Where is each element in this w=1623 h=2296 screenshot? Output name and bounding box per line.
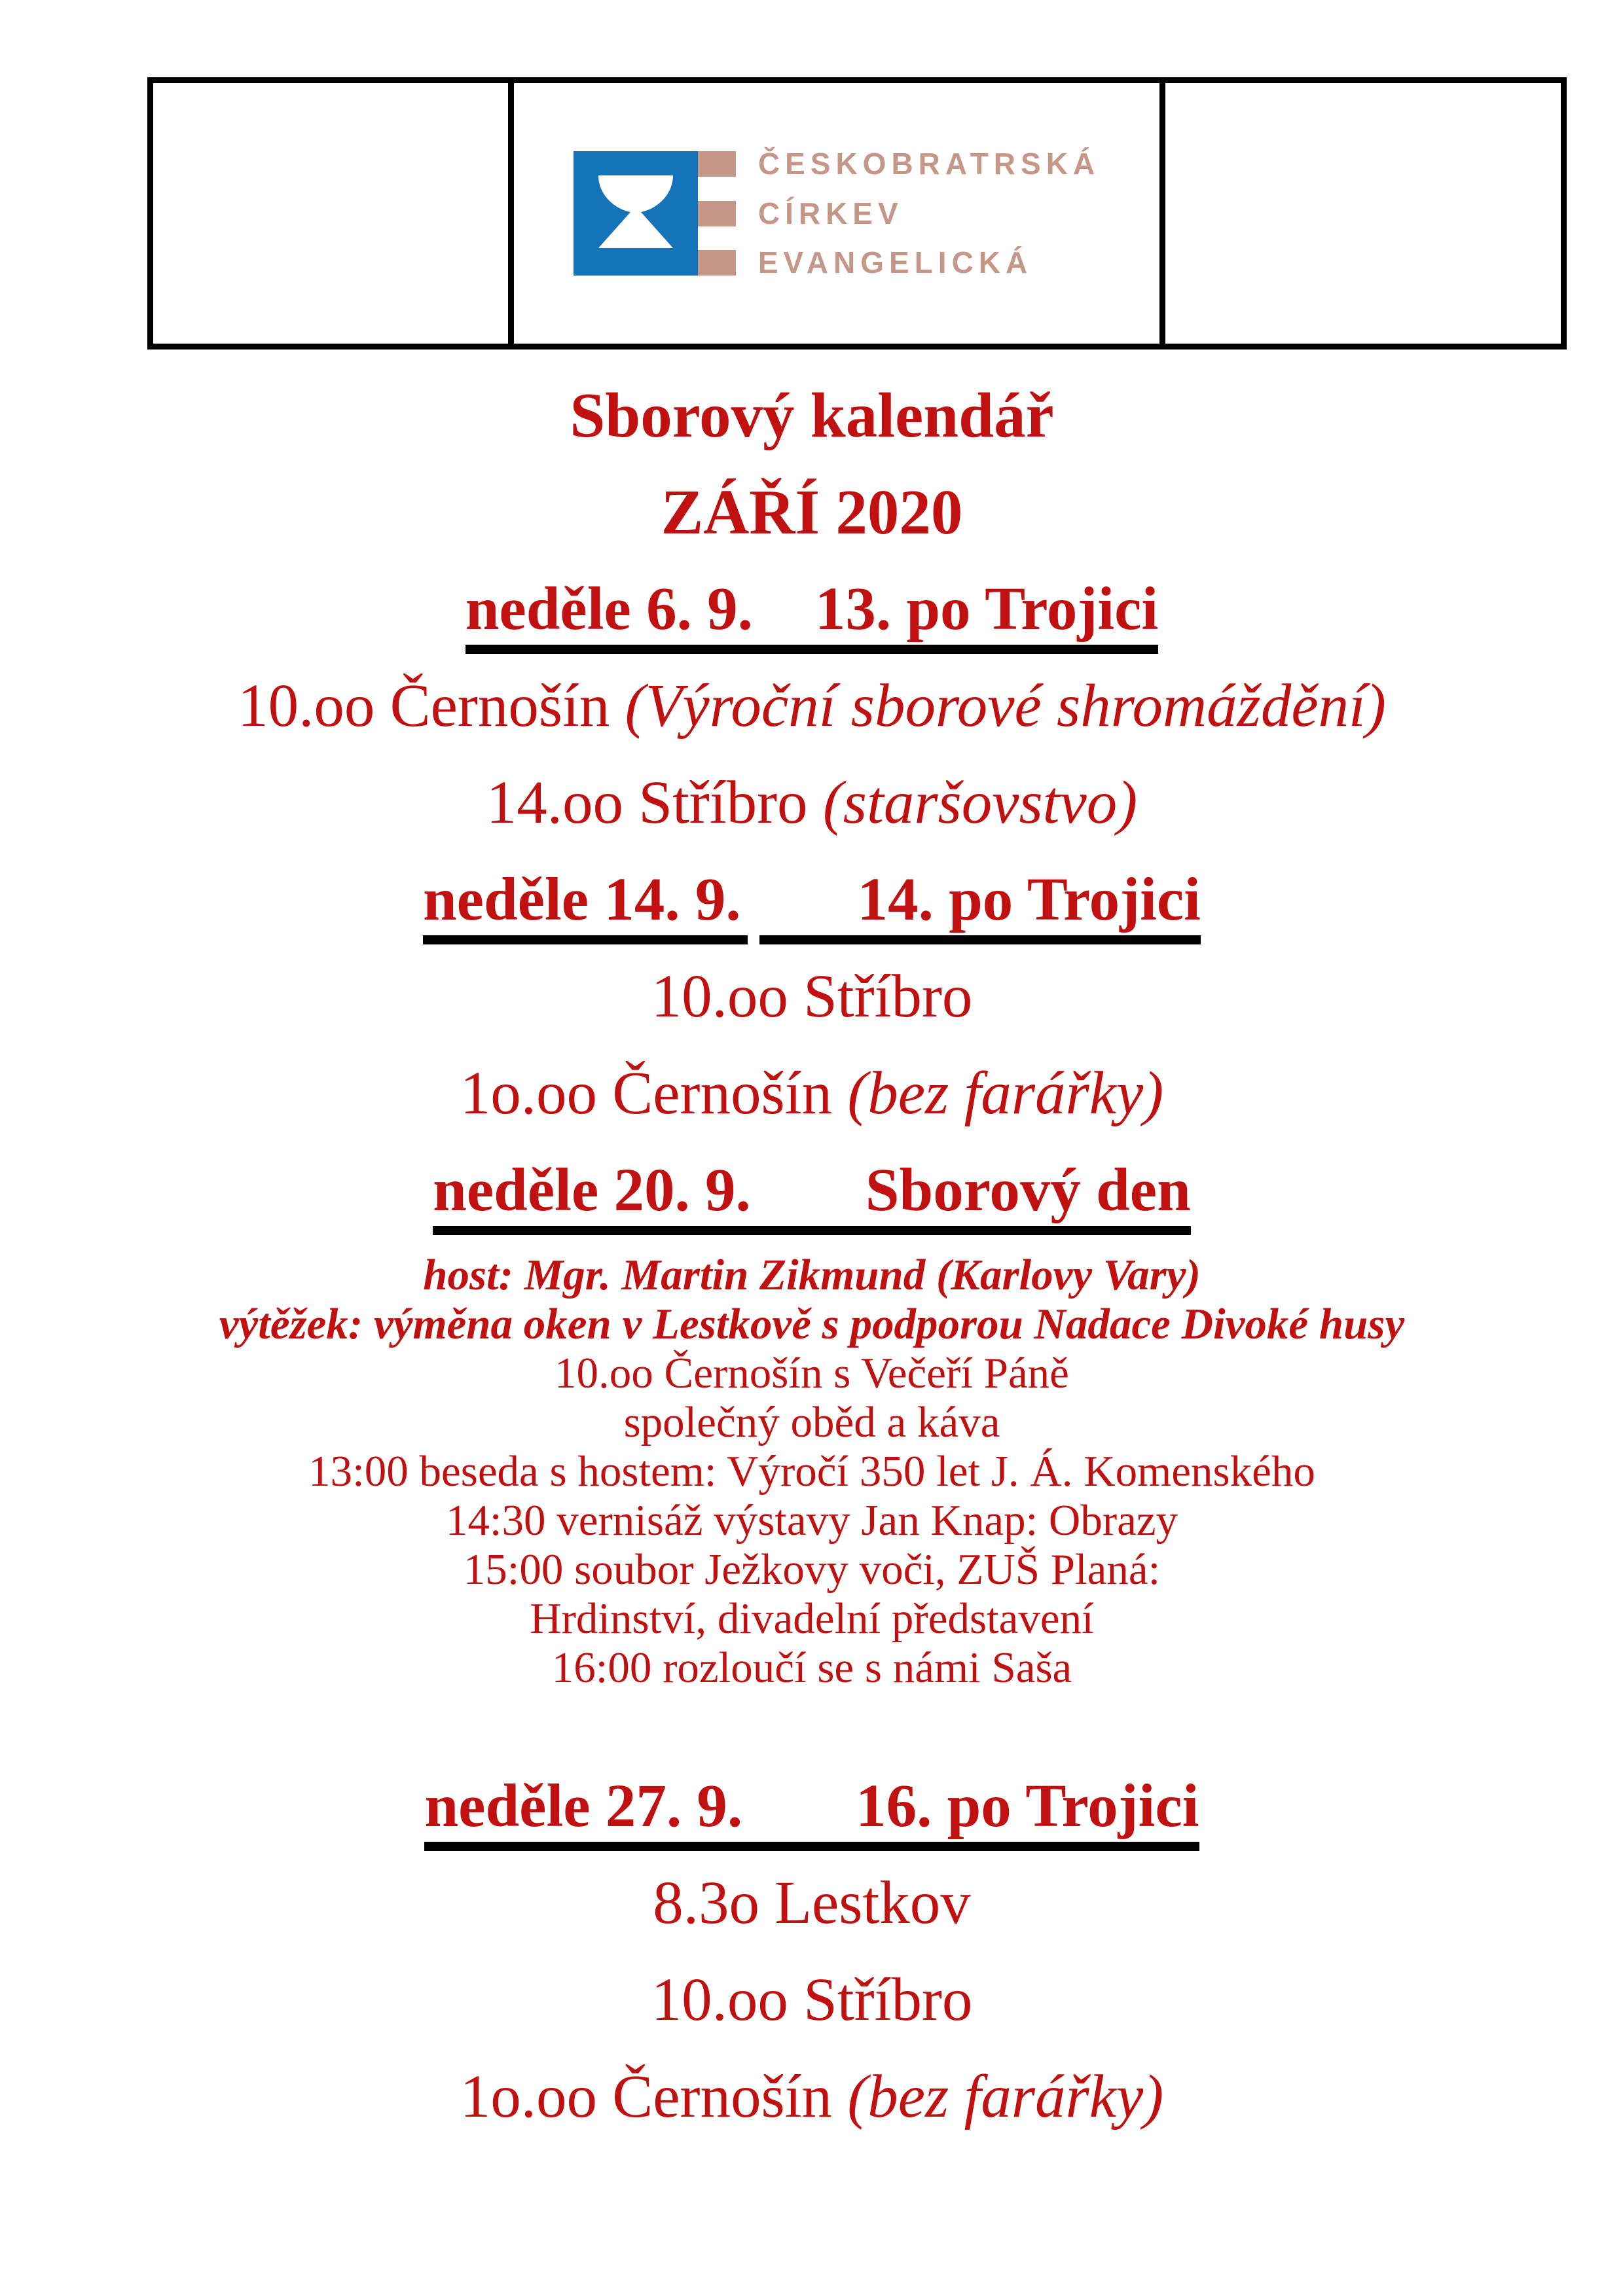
section-heading-underline xyxy=(422,866,748,944)
event-line xyxy=(7,1855,1617,1952)
event-line xyxy=(7,755,1617,852)
program-intro-line: výtěžek: výměna oken v Lestkově s podporou Nadace Divoké husy xyxy=(219,1300,1405,1348)
event-time-place: 10.oo Stříbro xyxy=(651,1966,973,2034)
event-line xyxy=(7,1952,1617,2049)
program-line: 15:00 soubor Ježkovy voči, ZUŠ Planá: xyxy=(463,1545,1161,1594)
program-line: 10.oo Černošín s Večeří Páně xyxy=(555,1349,1069,1397)
program-intro-line: host: Mgr. Martin Zikmund (Karlovy Vary) xyxy=(423,1251,1201,1299)
event-note: (bez farářky) xyxy=(847,2063,1164,2130)
calendar-body xyxy=(7,350,1617,2145)
logo-row xyxy=(698,147,1101,181)
section-date: neděle 27. 9. xyxy=(424,1772,743,1840)
section-name: Sborový den xyxy=(865,1157,1191,1224)
section-heading-underline xyxy=(433,1159,1191,1235)
section-heading-1 xyxy=(7,561,1617,658)
event-note: (bez farářky) xyxy=(847,1060,1164,1127)
section-date: neděle 6. 9. xyxy=(465,575,753,643)
logo-row xyxy=(698,196,1100,230)
event-time-place: 14.oo Stříbro xyxy=(486,769,823,836)
program-line: 14:30 vernisáž výstavy Jan Knap: Obrazy xyxy=(445,1496,1178,1545)
header-cell-logo xyxy=(514,83,1165,344)
logo-line-1: ČESKOBRATRSKÁ xyxy=(757,147,1101,181)
logo-line-3: EVANGELICKÁ xyxy=(757,245,1033,279)
logo-bar-icon xyxy=(698,201,736,226)
event-note: (Výroční sborové shromáždění) xyxy=(625,672,1386,740)
logo-row xyxy=(698,245,1100,279)
section-heading-2 xyxy=(7,852,1617,948)
logo-bar-icon xyxy=(698,250,736,276)
section-date: neděle 20. 9. xyxy=(433,1157,751,1224)
event-line xyxy=(7,1045,1617,1142)
day-program xyxy=(7,1251,1617,1693)
event-line xyxy=(7,2049,1617,2145)
heading-tab-gap xyxy=(741,919,748,920)
header-cell-left xyxy=(153,83,514,344)
event-time-place: 10.oo Černošín xyxy=(238,672,625,740)
section-heading-underline xyxy=(465,575,1159,654)
event-time-place: 1o.oo Černošín xyxy=(460,1060,848,1127)
event-time-place: 1o.oo Černošín xyxy=(460,2063,848,2130)
program-line: 13:00 beseda s hostem: Výročí 350 let J. Á. Komenského xyxy=(308,1447,1315,1496)
logo-line-2: CÍRKEV xyxy=(757,196,903,230)
heading-tab-gap xyxy=(753,628,815,629)
section-date: neděle 14. 9. xyxy=(422,866,741,933)
header-cell-right xyxy=(1165,83,1561,344)
month-title: ZÁŘÍ 2020 xyxy=(661,477,963,547)
logo-text-column xyxy=(698,147,1101,279)
event-line xyxy=(7,658,1617,755)
section-heading-3 xyxy=(7,1142,1617,1239)
section-heading-underline xyxy=(424,1772,1199,1851)
section-name: 16. po Trojici xyxy=(856,1772,1199,1840)
event-time-place: 10.oo Stříbro xyxy=(651,963,973,1030)
section-name: 14. po Trojici xyxy=(857,866,1201,933)
section-name: 13. po Trojici xyxy=(814,575,1159,643)
church-logo xyxy=(574,147,1101,279)
program-line: společný oběd a káva xyxy=(623,1398,1000,1446)
section-heading-4 xyxy=(7,1758,1617,1855)
program-line: 16:00 rozloučí se s námi Saša xyxy=(551,1643,1072,1692)
section-heading-underline xyxy=(759,866,1201,944)
program-line: Hrdinství, divadelní představení xyxy=(530,1594,1094,1643)
header-table xyxy=(147,77,1567,350)
event-line xyxy=(7,948,1617,1045)
heading-tab-gap xyxy=(742,1825,856,1826)
event-note: (staršovstvo) xyxy=(822,769,1138,836)
chalice-icon xyxy=(574,151,698,276)
page-title: Sborový kalendář xyxy=(570,380,1054,450)
logo-bar-icon xyxy=(698,151,736,177)
heading-tab-gap xyxy=(759,919,858,920)
event-time-place: 8.3o Lestkov xyxy=(653,1869,971,1937)
underline-break xyxy=(748,919,759,920)
